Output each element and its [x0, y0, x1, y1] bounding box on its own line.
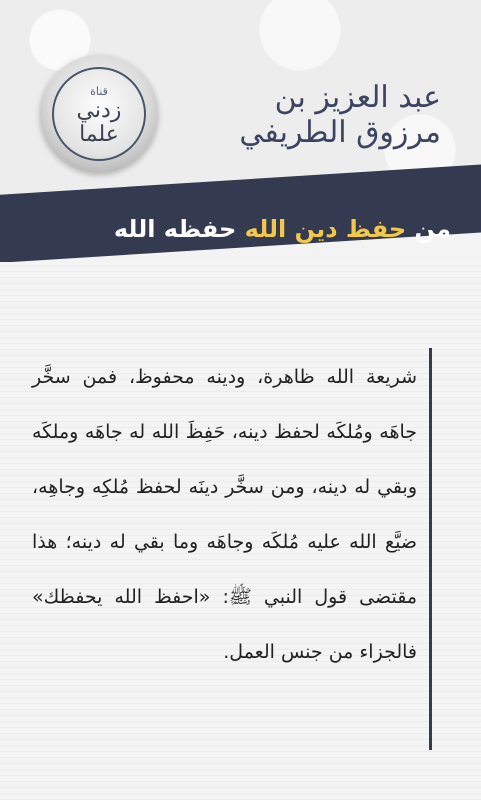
banner-highlight: حفظ دين الله	[244, 215, 407, 243]
channel-logo-emblem	[52, 67, 146, 161]
vertical-rule	[429, 348, 432, 750]
article-text: شريعة الله ظاهرة، ودينه محفوظ، فمن سخَّر جاهَه ومُلكَه لحفظ دينه، حَفِظَ الله له جاهَه وملكَه وبقي له دينه، ومن سخَّر دينَه لحفظ مُلكِه وجاهِه، ضيَّع الله عليه مُلكَه وجاهَه وما بقي له دينه؛ هذا مقتضى قول النبي ﷺ: «احفظ الله يحفظك» فالجزاء من جنس العمل.	[32, 366, 417, 663]
banner-title	[114, 215, 451, 243]
banner-prefix: من	[414, 215, 451, 243]
banner-suffix: حفظه الله	[113, 215, 237, 243]
logo-title: زدني علما	[76, 98, 122, 147]
logo-caption: قناة	[90, 85, 108, 98]
author-name: عبد العزيز بن مرزوق الطريفي	[239, 80, 441, 150]
